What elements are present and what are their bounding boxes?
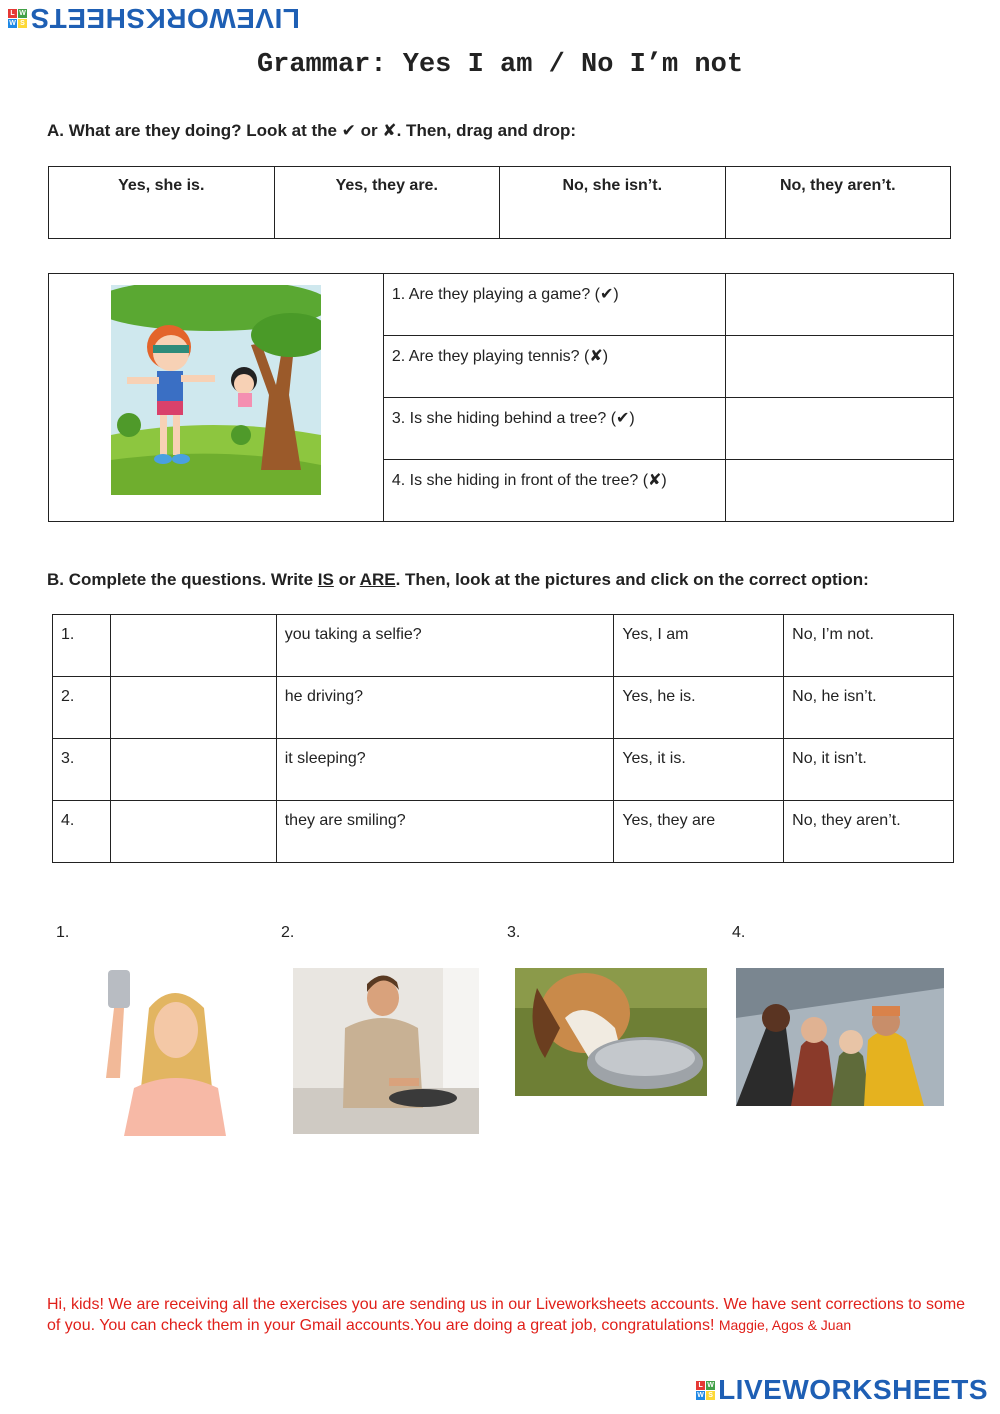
liveworksheets-logo-top [8, 2, 300, 34]
scene-picture-cell [49, 274, 384, 522]
row-question: they are smiling? [276, 801, 614, 863]
yes-option[interactable]: Yes, they are [614, 801, 784, 863]
dog-drinking-photo [515, 968, 707, 1096]
row-number: 3. [53, 739, 111, 801]
selfie-photo [94, 968, 230, 1136]
logo-text: LIVEWORKSHEETS [30, 3, 300, 34]
hide-and-seek-illustration [111, 285, 321, 495]
drop-zone-4[interactable] [726, 460, 954, 522]
table-row [53, 677, 954, 739]
drag-options-table [48, 166, 951, 239]
yes-option[interactable]: Yes, he is. [614, 677, 784, 739]
yes-option[interactable]: Yes, I am [614, 615, 784, 677]
answer-input-4[interactable] [110, 801, 276, 863]
question-3: 3. Is she hiding behind a tree? (✔) [383, 398, 726, 460]
teacher-note [47, 1294, 977, 1336]
question-2: 2. Are they playing tennis? (✘) [383, 336, 726, 398]
row-question: it sleeping? [276, 739, 614, 801]
picture-label-3: 3. [507, 924, 521, 941]
answer-input-3[interactable] [110, 739, 276, 801]
question-4: 4. Is she hiding in front of the tree? (✘) [383, 460, 726, 522]
no-option[interactable]: No, he isn’t. [784, 677, 954, 739]
table-row [53, 739, 954, 801]
yes-option[interactable]: Yes, it is. [614, 739, 784, 801]
drop-zone-2[interactable] [726, 336, 954, 398]
section-b-instruction: B. Complete the questions. Write IS or ARE. Then, look at the pictures and click on the correct option: [47, 570, 869, 589]
row-question: you taking a selfie? [276, 615, 614, 677]
no-option[interactable]: No, they aren’t. [784, 801, 954, 863]
friends-smiling-photo [736, 968, 944, 1106]
drag-option[interactable]: Yes, she is. [49, 167, 275, 239]
logo-blocks-icon: L W W S [697, 1381, 714, 1399]
picture-label-2: 2. [281, 924, 295, 941]
drag-option[interactable]: No, she isn’t. [500, 167, 726, 239]
row-question: he driving? [276, 677, 614, 739]
no-option[interactable]: No, it isn’t. [784, 739, 954, 801]
section-a-table [48, 273, 954, 522]
picture-label-4: 4. [732, 924, 746, 941]
table-row [53, 615, 954, 677]
answer-input-2[interactable] [110, 677, 276, 739]
picture-label-1: 1. [56, 924, 70, 941]
drop-zone-1[interactable] [726, 274, 954, 336]
logo-text: LIVEWORKSHEETS [718, 1374, 988, 1405]
section-b-table [52, 614, 954, 863]
question-1: 1. Are they playing a game? (✔) [383, 274, 726, 336]
drop-zone-3[interactable] [726, 398, 954, 460]
note-signature: Maggie, Agos & Juan [718, 1317, 852, 1333]
row-number: 4. [53, 801, 111, 863]
answer-input-1[interactable] [110, 615, 276, 677]
page-title: Grammar: Yes I am / No I’m not [256, 50, 744, 80]
liveworksheets-logo-bottom [696, 1374, 988, 1406]
logo-blocks-icon: L W W S [9, 9, 26, 27]
note-text: Hi, kids! We are receiving all the exercises you are sending us in our Liveworksheets accounts. We have sent corrections to some of you. You can check them in your Gmail accounts.You are doing a great job, congratulations! [47, 1296, 966, 1334]
row-number: 2. [53, 677, 111, 739]
table-row [53, 801, 954, 863]
no-option[interactable]: No, I’m not. [784, 615, 954, 677]
section-a-instruction: A. What are they doing? Look at the ✔ or ✘. Then, drag and drop: [47, 121, 577, 140]
man-cooking-photo [293, 968, 479, 1134]
drag-option[interactable]: No, they aren’t. [725, 167, 951, 239]
row-number: 1. [53, 615, 111, 677]
drag-option[interactable]: Yes, they are. [274, 167, 500, 239]
